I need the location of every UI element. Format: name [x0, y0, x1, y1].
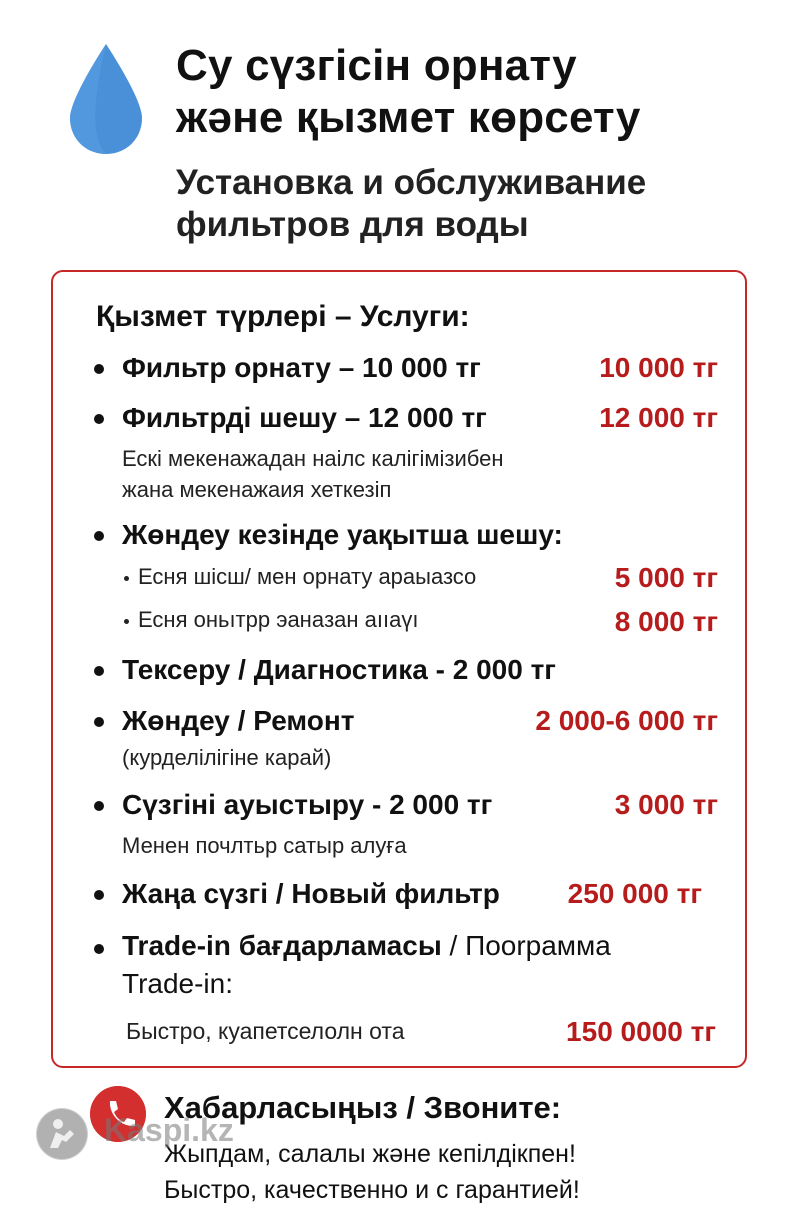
- service-note: Менен почлтьр сатыр алуға: [122, 833, 407, 858]
- service-price: 2 000-6 000 тг: [535, 705, 718, 736]
- trade-in-label-line2: Trade-in:: [122, 968, 234, 999]
- service-label: Фильтр орнату – 10 000 тг: [122, 352, 481, 383]
- sub-bullet-icon: [124, 576, 129, 581]
- service-label: [122, 930, 611, 962]
- watermark-text: Kaspi.kz: [104, 1112, 234, 1148]
- service-price: 12 000 тг: [599, 402, 718, 433]
- title-ru-line2: фильтров для воды: [176, 205, 529, 244]
- water-drop-icon: [66, 42, 146, 156]
- bullet-icon: [94, 890, 104, 900]
- contact-title: Хабарласыңыз / Звоните:: [164, 1090, 562, 1125]
- subitem-label: Есня шісш/ мен орнату араыазсо: [138, 564, 477, 589]
- service-note: Быстро, куапетселолн ота: [126, 1018, 405, 1044]
- service-label: Фильтрді шешу – 12 000 тг: [122, 402, 487, 433]
- subitem-label: Есня оньıтрр эанaзан аııаүı: [138, 607, 419, 632]
- contact-tagline-kz: Жыпдам, салалы және кепілдікпен!: [164, 1140, 576, 1168]
- bullet-icon: [94, 666, 104, 676]
- title-ru-line1: Установка и обслуживание: [176, 163, 647, 202]
- service-label: Жөндеу / Ремонт: [122, 705, 355, 736]
- title-kz-line2: және қызмет көрсету: [176, 93, 641, 142]
- service-price: 10 000 тг: [599, 352, 718, 383]
- contact-tagline-ru: Быстро, качественно и с гарантией!: [164, 1176, 580, 1204]
- service-label: Жөндеу кезінде уақытша шешу:: [122, 519, 563, 550]
- trade-in-label-bold: Trade-in бағдарламасы: [122, 930, 442, 961]
- service-label: Жаңа сүзгі / Новый фильтр: [122, 878, 500, 909]
- bullet-icon: [94, 944, 104, 954]
- trade-in-label-normal: / Пооrрамма: [441, 930, 611, 961]
- service-note: (курделілігіне карай): [122, 745, 332, 770]
- page-title-ru: [176, 162, 646, 246]
- bullet-icon: [94, 531, 104, 541]
- bullet-icon: [94, 414, 104, 424]
- sub-bullet-icon: [124, 619, 129, 624]
- service-note: жана мекенажаия хеткезіп: [122, 477, 392, 502]
- kaspi-logo-icon: [36, 1108, 88, 1160]
- title-kz-line1: Су сүзгісін орнату: [176, 41, 577, 90]
- service-price: 150 0000 тг: [566, 1016, 716, 1047]
- service-label: Сүзгіні ауыстыру - 2 000 тг: [122, 789, 493, 820]
- service-label: Тексеру / Диагностика - 2 000 тг: [122, 654, 556, 685]
- service-price: 3 000 тг: [614, 789, 718, 820]
- subitem-price: 5 000 тг: [614, 562, 718, 593]
- service-note: Ескі мекенажадан наілс калігімізибен: [122, 446, 504, 471]
- bullet-icon: [94, 717, 104, 727]
- services-heading: Қызмет түрлері – Услуги:: [96, 300, 470, 333]
- page-title-kz: [176, 40, 641, 144]
- bullet-icon: [94, 801, 104, 811]
- service-price: 250 000 тг: [567, 878, 702, 909]
- subitem-price: 8 000 тг: [614, 606, 718, 637]
- bullet-icon: [94, 364, 104, 374]
